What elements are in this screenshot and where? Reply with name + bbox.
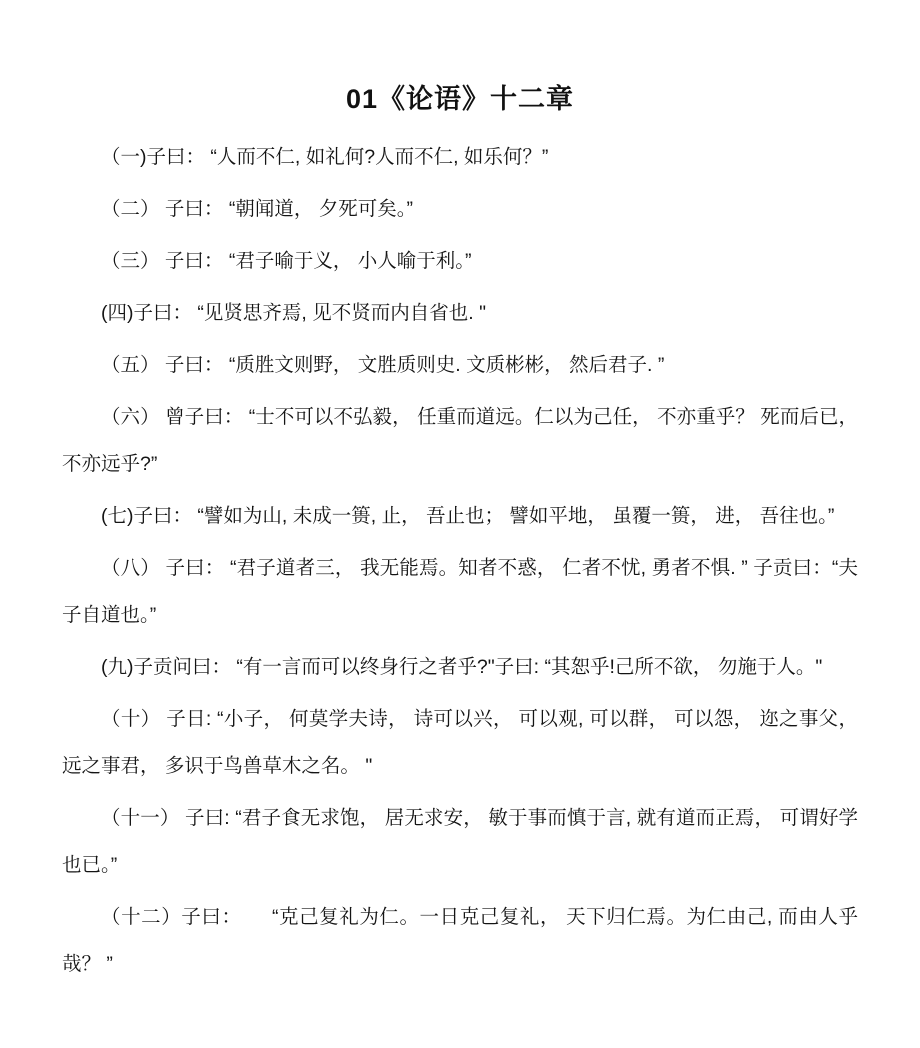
paragraph: （六） 曾子曰： “士不可以不弘毅， 任重而道远。仁以为己任， 不亦重乎？ 死而后已， 不亦远乎?” — [62, 406, 858, 475]
paragraph: （一)子曰： “人而不仁, 如礼何?人而不仁, 如乐何？” — [101, 146, 549, 168]
paragraph: （十一） 子曰: “君子食无求饱， 居无求安， 敏于事而慎于言, 就有道而正焉， 可谓好学也已。” — [62, 807, 858, 876]
paragraph: (九)子贡问曰： “有一言而可以终身行之者乎?"子曰: “其恕乎!己所不欲， 勿施于人。" — [101, 656, 823, 678]
paragraph: （三） 子曰： “君子喻于义， 小人喻于利。” — [101, 250, 472, 272]
paragraph: （十二）子曰： “克己复礼为仁。一日克己复礼， 天下归仁焉。为仁由己, 而由人乎哉？ ” — [62, 906, 858, 975]
paragraph: （五） 子曰： “质胜文则野， 文胜质则史. 文质彬彬， 然后君子. ” — [101, 354, 665, 376]
paragraph: （二） 子曰： “朝闻道， 夕死可矣。” — [101, 198, 413, 220]
paragraph: （八） 子曰： “君子道者三， 我无能焉。知者不惑， 仁者不忧, 勇者不惧. ” 子贡曰：“夫子自道也。” — [62, 557, 858, 626]
paragraph: (七)子曰： “譬如为山, 未成一篑, 止， 吾止也； 譬如平地， 虽覆一篑， 进， 吾往也。” — [101, 505, 835, 527]
document-body — [62, 134, 858, 988]
paragraph: (四)子曰： “见贤思齐焉, 见不贤而内自省也. " — [101, 302, 486, 324]
page-title: 01《论语》十二章 — [345, 84, 575, 114]
paragraph: （十） 子日: “小子， 何莫学夫诗， 诗可以兴， 可以观, 可以群， 可以怨， 迩之事父， 远之事君， 多识于鸟兽草木之名。 " — [62, 708, 858, 777]
